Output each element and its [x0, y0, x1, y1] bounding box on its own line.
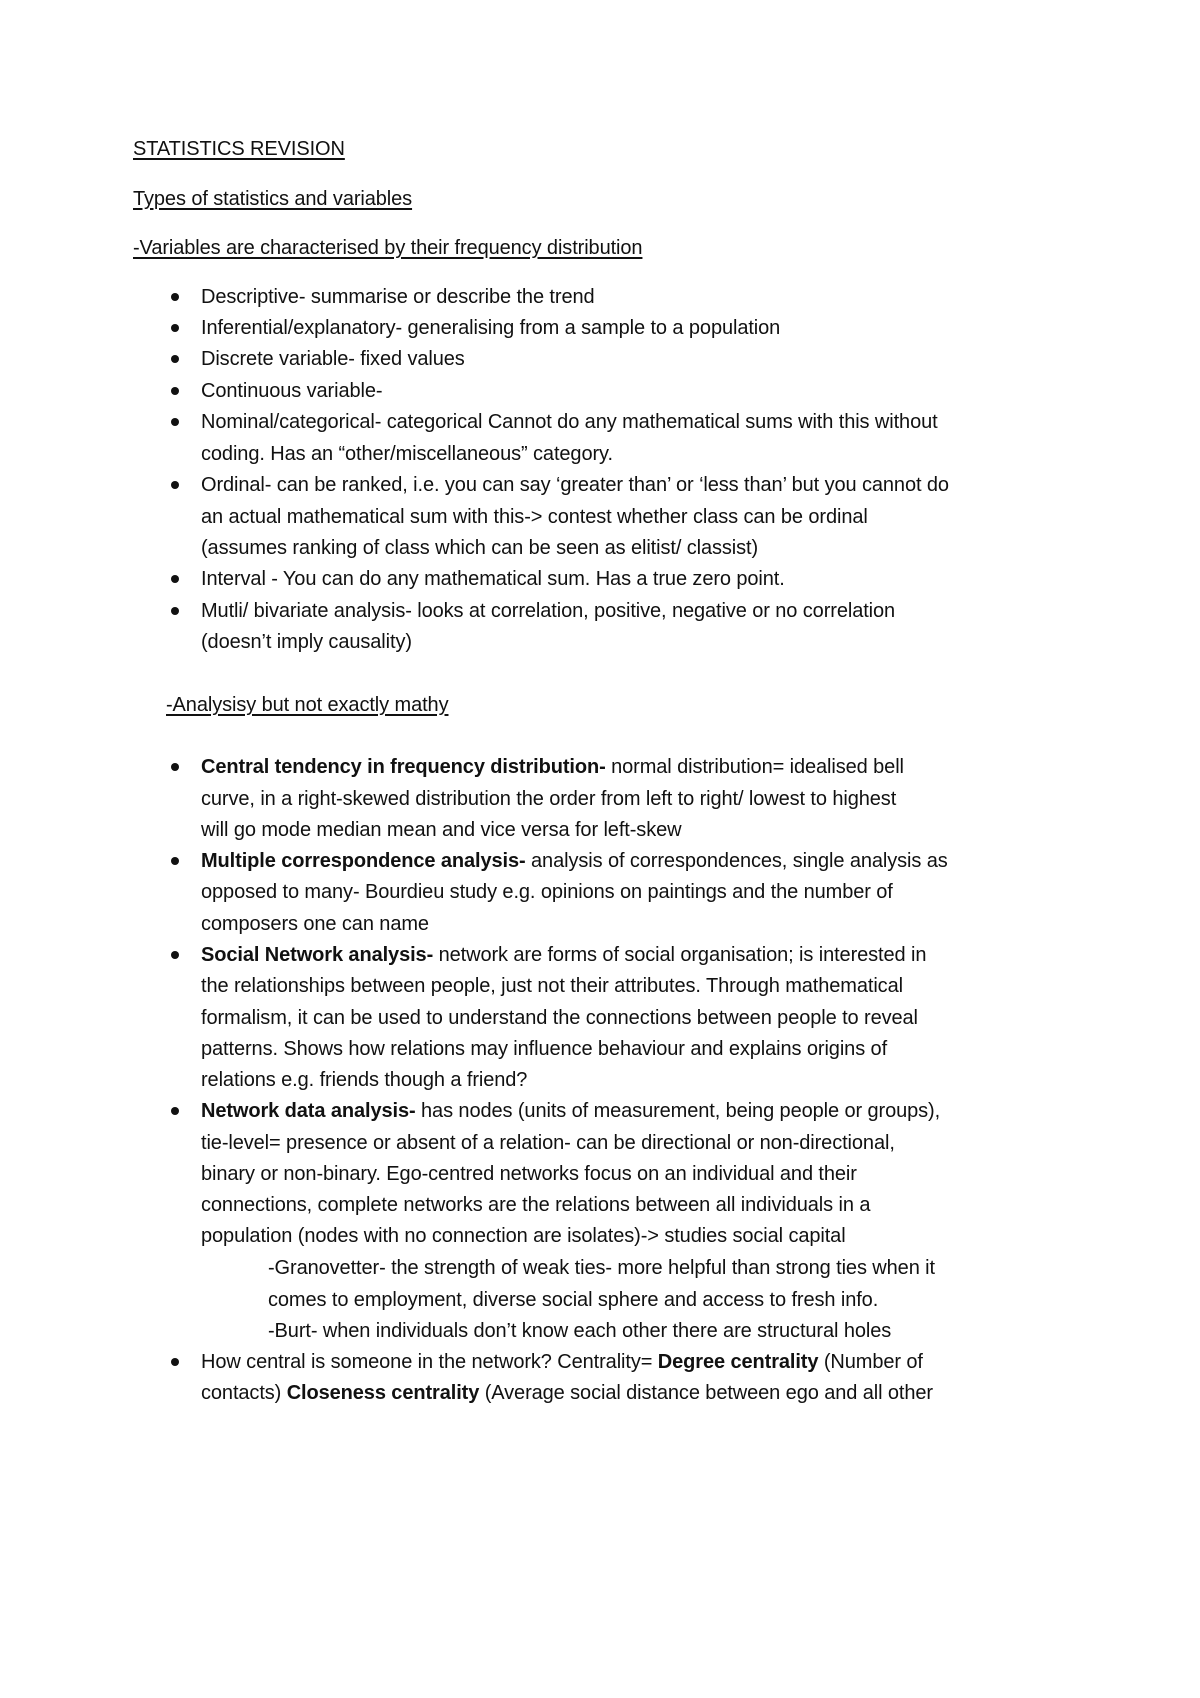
list-item: Ordinal- can be ranked, i.e. you can say ‘greater than’ or ‘less than’ but you cannot do: [201, 474, 949, 496]
list-item-continuation: an actual mathematical sum with this-> contest whether class can be ordinal: [201, 506, 868, 528]
list-item-continuation: (doesn’t imply causality): [201, 631, 412, 653]
bullet-icon: [171, 607, 179, 615]
bullet-icon: [171, 575, 179, 583]
definition: has nodes (units of measurement, being people or groups),: [415, 1100, 941, 1122]
list-item-continuation: coding. Has an “other/miscellaneous” category.: [201, 443, 613, 465]
bullet-icon: [171, 387, 179, 395]
list-item: Descriptive- summarise or describe the trend: [201, 286, 595, 308]
list-item-continuation: composers one can name: [201, 913, 429, 935]
bullet-icon: [171, 324, 179, 332]
list-item: Interval - You can do any mathematical sum. Has a true zero point.: [201, 568, 785, 590]
list-item: Discrete variable- fixed values: [201, 348, 465, 370]
list-item-continuation: will go mode median mean and vice versa for left-skew: [201, 819, 682, 841]
definition: analysis of correspondences, single analysis as: [525, 850, 948, 872]
centrality-question: How central is someone in the network? Centrality=: [201, 1351, 653, 1373]
document-title: STATISTICS REVISION: [133, 138, 345, 160]
list-item: [201, 755, 904, 779]
list-item: Nominal/categorical- categorical Cannot do any mathematical sums with this without: [201, 411, 938, 433]
definition: network are forms of social organisation; is interested in: [433, 944, 927, 966]
section-heading-types: Types of statistics and variables: [133, 188, 413, 210]
list-item: [201, 1099, 940, 1123]
bullet-icon: [171, 1358, 179, 1366]
list-item-continuation: connections, complete networks are the relations between all individuals in a: [201, 1194, 871, 1216]
section-heading-analysis: -Analysisy but not exactly mathy: [166, 694, 449, 716]
bullet-icon: [171, 951, 179, 959]
sub-point-burt: -Burt- when individuals don’t know each other there are structural holes: [268, 1320, 892, 1342]
list-item-continuation: tie-level= presence or absent of a relation- can be directional or non-directional,: [201, 1132, 895, 1154]
list-item-continuation: patterns. Shows how relations may influence behaviour and explains origins of: [201, 1038, 888, 1060]
list-item-continuation: relations e.g. friends though a friend?: [201, 1069, 528, 1091]
subheading-variables: -Variables are characterised by their frequency distribution: [133, 237, 643, 259]
definition: (Number of: [818, 1351, 923, 1373]
term: Social Network analysis-: [201, 944, 434, 966]
sub-point-continuation: comes to employment, diverse social sphere and access to fresh info.: [268, 1289, 879, 1311]
term: Central tendency in frequency distribution-: [201, 756, 606, 778]
term: Degree centrality: [652, 1351, 819, 1373]
bullet-icon: [171, 293, 179, 301]
sub-point-granovetter: -Granovetter- the strength of weak ties- more helpful than strong ties when it: [268, 1257, 935, 1279]
list-item-continuation: (assumes ranking of class which can be seen as elitist/ classist): [201, 537, 759, 559]
list-item: [201, 1350, 923, 1374]
bullet-icon: [171, 355, 179, 363]
list-item: Continuous variable-: [201, 380, 383, 402]
list-item-continuation: population (nodes with no connection are isolates)-> studies social capital: [201, 1225, 846, 1247]
list-item-continuation: curve, in a right-skewed distribution the order from left to right/ lowest to highest: [201, 788, 897, 810]
term: Closeness centrality: [281, 1382, 480, 1404]
list-item-continuation: the relationships between people, just not their attributes. Through mathematical: [201, 975, 903, 997]
list-item-continuation: [201, 1381, 933, 1405]
term: Network data analysis-: [201, 1100, 416, 1122]
list-item-continuation: opposed to many- Bourdieu study e.g. opinions on paintings and the number of: [201, 881, 893, 903]
bullet-icon: [171, 763, 179, 771]
definition: (Average social distance between ego and all other: [479, 1382, 933, 1404]
bullet-icon: [171, 1107, 179, 1115]
definition: normal distribution= idealised bell: [605, 756, 904, 778]
list-item-continuation: formalism, it can be used to understand the connections between people to reveal: [201, 1007, 918, 1029]
list-item: Inferential/explanatory- generalising from a sample to a population: [201, 317, 781, 339]
bullet-icon: [171, 418, 179, 426]
list-item-continuation: binary or non-binary. Ego-centred networks focus on an individual and their: [201, 1163, 857, 1185]
definition: contacts): [201, 1382, 282, 1404]
list-item: [201, 943, 926, 967]
bullet-icon: [171, 481, 179, 489]
list-item: Mutli/ bivariate analysis- looks at correlation, positive, negative or no correlation: [201, 600, 896, 622]
list-item: [201, 849, 948, 873]
term: Multiple correspondence analysis-: [201, 850, 526, 872]
bullet-icon: [171, 857, 179, 865]
